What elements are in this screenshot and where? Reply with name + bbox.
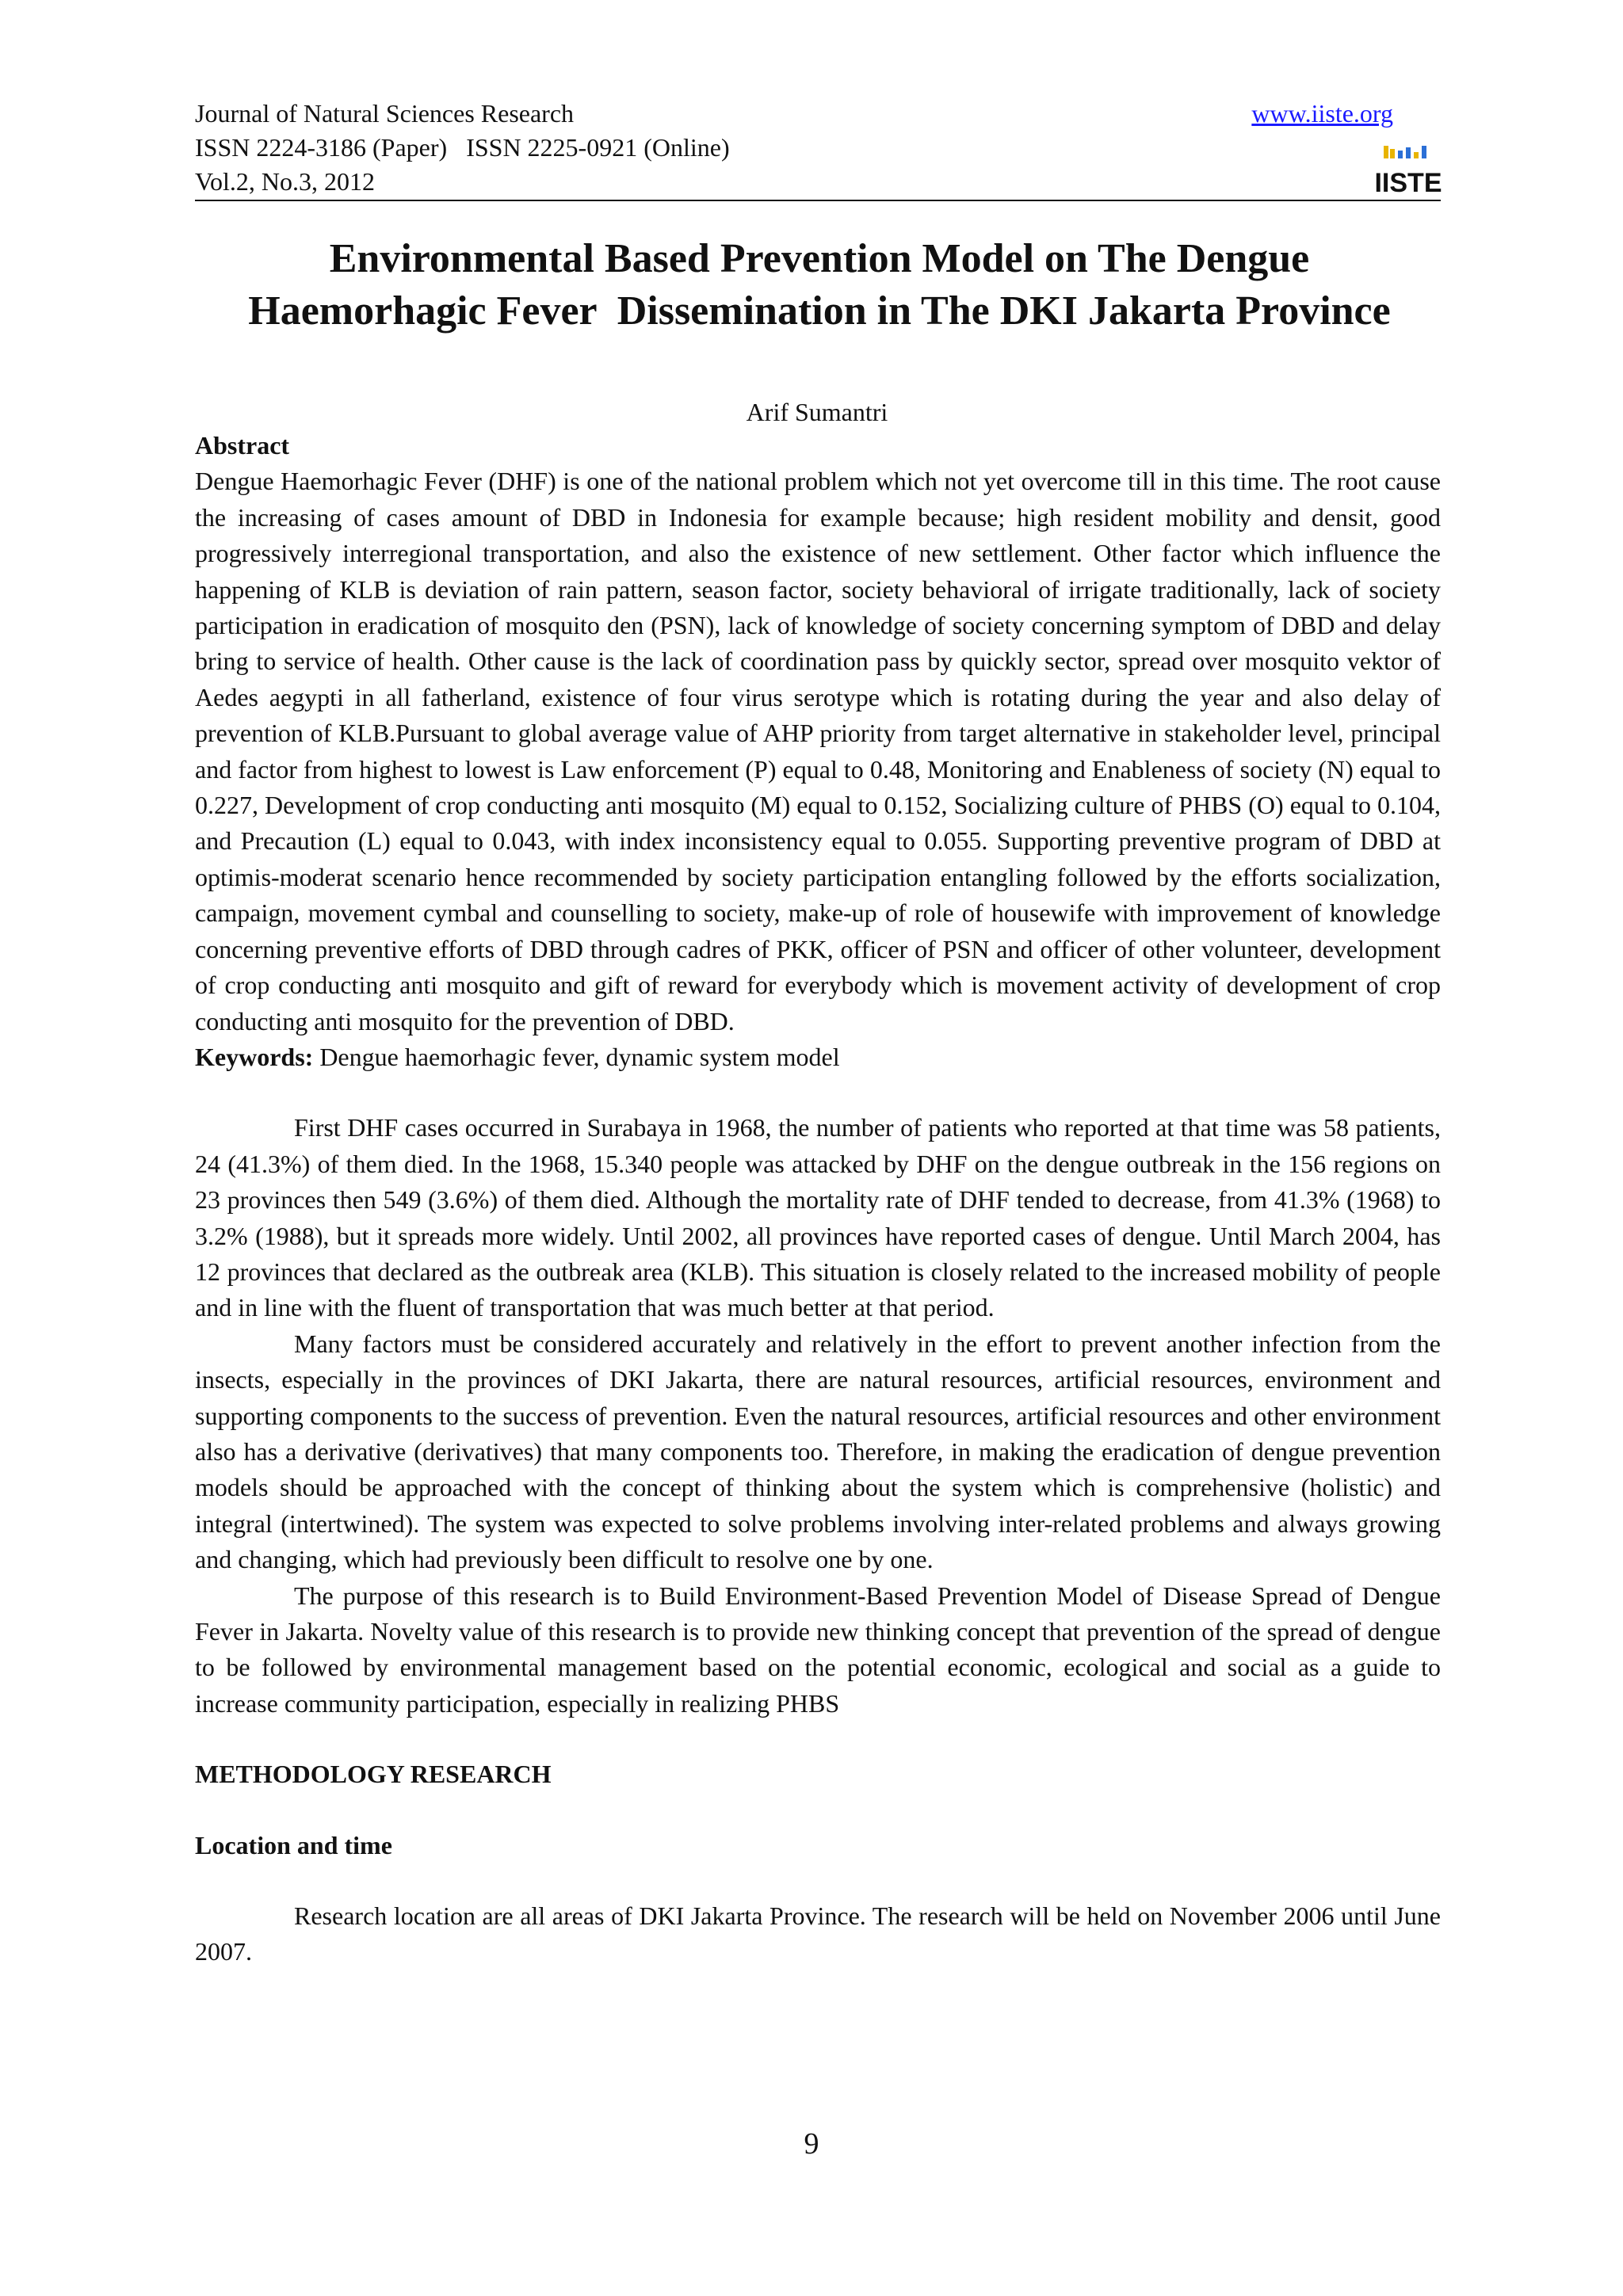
keywords-label: Keywords: bbox=[195, 1042, 314, 1071]
section-heading-methodology: METHODOLOGY RESEARCH bbox=[195, 1760, 552, 1789]
paper-author: Arif Sumantri bbox=[746, 398, 888, 426]
intro-paragraph-1: First DHF cases occurred in Surabaya in 1968, the number of patients who reported at that time was 58 patients, 24 (41.3%) of them died. In the 1968, 15.340 people was attacked by DHF on the dengue outbreak in the 156 regions on 23 provinces then 549 (3.6%) of them died. Although the mortality rate of DHF tended to decrease, from 41.3% (1968) to 3.2% (1988), but it spreads more widely. Until 2002, all provinces have reported cases of dengue. Until March 2004, has 12 provinces that declared as the outbreak area (KLB). This situation is closely related to the increased mobility of people and in line with the fluent of transportation that was much better at that period. bbox=[195, 1113, 1441, 1322]
iiste-logo-icon bbox=[1374, 144, 1442, 198]
keywords-line bbox=[195, 1039, 1441, 1075]
abstract-heading: Abstract bbox=[195, 431, 290, 460]
keywords-text: Dengue haemorhagic fever, dynamic system model bbox=[313, 1042, 840, 1071]
location-paragraph: Research location are all areas of DKI Jakarta Province. The research will be held on November 2006 until June 2007. bbox=[195, 1901, 1441, 1966]
title-line-2: Haemorhagic Fever Dissemination in The DKI Jakarta Province bbox=[248, 288, 1391, 334]
spacer bbox=[195, 1863, 1441, 1898]
abstract-text: Dengue Haemorhagic Fever (DHF) is one of the national problem which not yet overcome till in this time. The root cause the increasing of cases amount of DBD in Indonesia for example because; high resident mobility and densit, good progressively interregional transportation, and also the existence of new settlement. Other factor which influence the happening of KLB is deviation of rain pattern, season factor, society behavioral of irrigate traditionally, lack of society participation in eradication of mosquito den (PSN), lack of knowledge of society concerning symptom of DBD and delay bring to service of health. Other cause is the lack of coordination pass by quickly sector, spread over mosquito vektor of Aedes aegypti in all fatherland, existence of four virus serotype which is rotating during the year and also delay of prevention of KLB.Pursuant to global average value of AHP priority from target alternative in stakeholder level, principal and factor from highest to lowest is Law enforcement (P) equal to 0.48, Monitoring and Enableness of society (N) equal to 0.227, Development of crop conducting anti mosquito (M) equal to 0.152, Socializing culture of PHBS (O) equal to 0.104, and Precaution (L) equal to 0.043, with index inconsistency equal to 0.055. Supporting preventive program of DBD at optimis-moderat scenario hence recommended by society participation entangling followed by the efforts socialization, campaign, movement cymbal and counselling to society, make-up of role of housewife with improvement of knowledge concerning preventive efforts of DBD through cadres of PKK, officer of PSN and officer of other volunteer, development of crop conducting anti mosquito and gift of reward for everybody which is movement activity of development of crop conducting anti mosquito for the prevention of DBD. bbox=[195, 467, 1441, 1035]
spacer bbox=[195, 1793, 1441, 1828]
title-line-1: Environmental Based Prevention Model on The Dengue bbox=[329, 236, 1310, 281]
journal-issn: ISSN 2224-3186 (Paper) ISSN 2225-0921 (Online) bbox=[195, 133, 730, 162]
journal-volume: Vol.2, No.3, 2012 bbox=[195, 167, 375, 196]
paper-title bbox=[158, 233, 1480, 338]
intro-paragraph-3: The purpose of this research is to Build Environment-Based Prevention Model of Disease Spread of Dengue Fever in Jakarta. Novelty value of this research is to provide new thinking concept that prevention of the spread of dengue to be followed by environmental management based on the potential economic, ecological and social as a guide to increase community participation, especially in realizing PHBS bbox=[195, 1581, 1441, 1718]
spacer bbox=[195, 1722, 1441, 1756]
paper-body bbox=[195, 428, 1441, 1970]
svg-text:IISTE: IISTE bbox=[1374, 168, 1442, 198]
journal-website-link[interactable]: www.iiste.org bbox=[1251, 99, 1393, 128]
page-number: 9 bbox=[804, 2127, 819, 2161]
journal-info bbox=[195, 97, 730, 199]
journal-header bbox=[195, 97, 1442, 201]
header-divider bbox=[195, 200, 1441, 201]
spacer bbox=[195, 1075, 1441, 1110]
intro-paragraph-2: Many factors must be considered accurately and relatively in the effort to prevent another infection from the insects, especially in the provinces of DKI Jakarta, there are natural resources, artificial resources, environment and supporting components to the success of prevention. Even the natural resources, artificial resources and other environment also has a derivative (derivatives) that many components too. Therefore, in making the eradication of dengue prevention models should be approached with the concept of thinking about the system which is comprehensive (holistic) and integral (intertwined). The system was expected to solve problems involving inter-related problems and always growing and changing, which had previously been difficult to resolve one by one. bbox=[195, 1329, 1441, 1574]
journal-name: Journal of Natural Sciences Research bbox=[195, 99, 575, 128]
subsection-heading-location: Location and time bbox=[195, 1830, 392, 1859]
